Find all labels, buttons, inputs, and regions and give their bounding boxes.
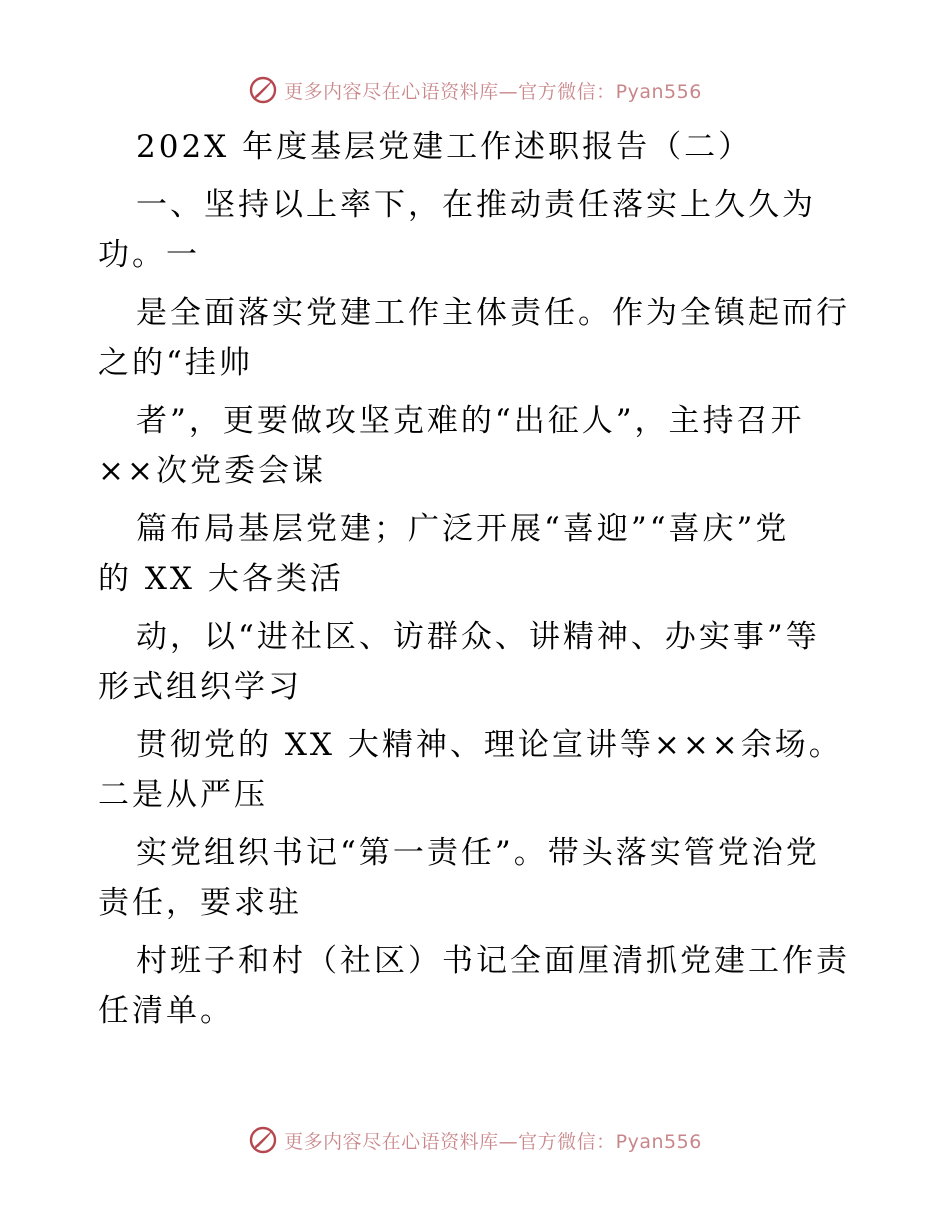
text-line: 之的“挂帅 xyxy=(98,345,253,381)
text-line: 是全面落实党建工作主体责任。作为全镇起而行 xyxy=(136,295,850,331)
text-line: ××次党委会谋 xyxy=(98,453,326,489)
text-line: 贯彻党的 XX 大精神、理论宣讲等×××余场。 xyxy=(136,727,843,763)
text-line: 任清单。 xyxy=(98,993,234,1029)
text-line: 者”，更要做攻坚克难的“出征人”，主持召开 xyxy=(136,403,805,439)
text-line: 责任，要求驻 xyxy=(98,885,302,921)
text-line: 功。一 xyxy=(98,237,200,273)
quill-pen-logo-icon xyxy=(248,75,278,105)
text-line: 村班子和村（社区）书记全面厘清抓党建工作责 xyxy=(136,943,850,979)
watermark-text: 更多内容尽在心语资料库—官方微信：Pyan556 xyxy=(284,80,702,103)
bottom-watermark-banner xyxy=(0,1120,950,1160)
text-line: 一、坚持以上率下，在推动责任落实上久久为 xyxy=(136,187,816,223)
top-watermark-banner xyxy=(0,70,950,110)
document-body xyxy=(98,122,858,1036)
text-line: 动，以“进社区、访群众、讲精神、办实事”等 xyxy=(136,619,820,655)
document-title: 202X 年度基层党建工作述职报告（二） xyxy=(136,129,753,165)
text-line: 二是从严压 xyxy=(98,777,268,813)
text-line: 实党组织书记“第一责任”。带头落实管党治党 xyxy=(136,835,820,871)
text-line: 形式组织学习 xyxy=(98,669,302,705)
quill-pen-logo-icon xyxy=(248,1125,278,1155)
text-line: 的 XX 大各类活 xyxy=(98,561,344,597)
watermark-text: 更多内容尽在心语资料库—官方微信：Pyan556 xyxy=(284,1130,702,1153)
text-line: 篇布局基层党建；广泛开展“喜迎”“喜庆”党 xyxy=(136,511,790,547)
